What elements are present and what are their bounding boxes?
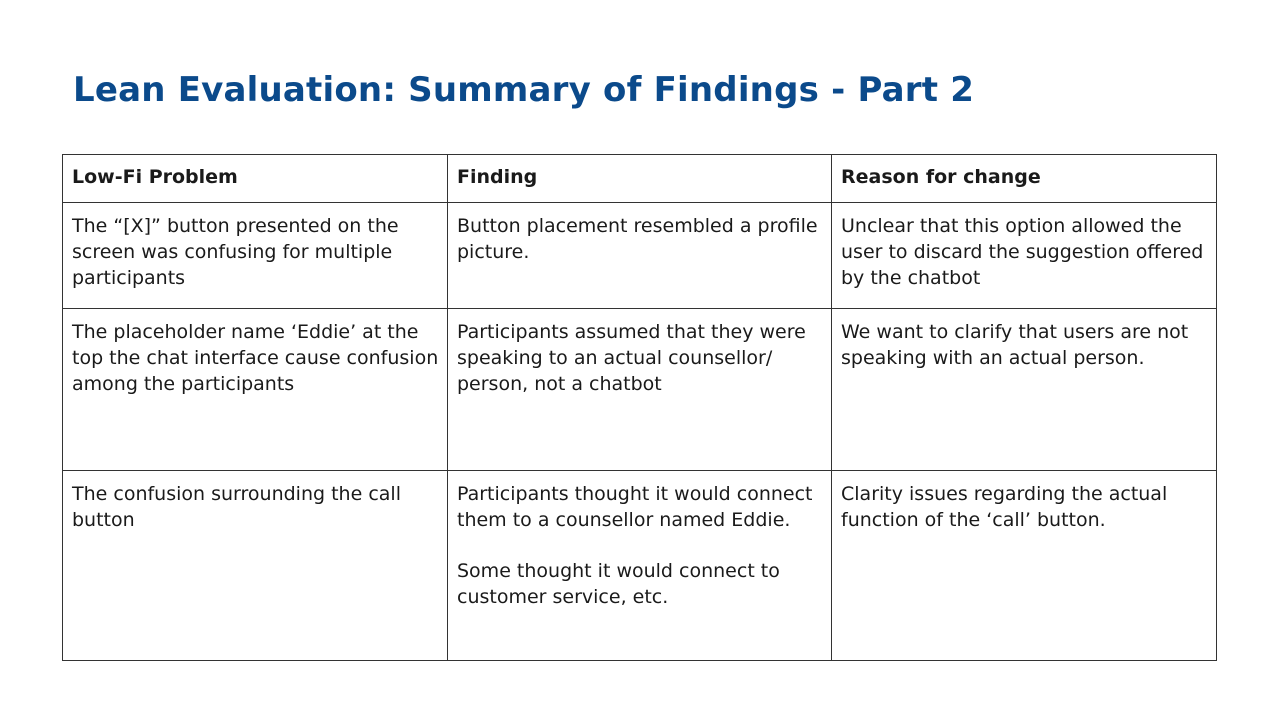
table-row xyxy=(63,471,1217,661)
problem-cell: The placeholder name ‘Eddie’ at the top the chat interface cause confusion among the participants xyxy=(63,309,448,471)
header-finding: Finding xyxy=(448,155,832,203)
table-row xyxy=(63,203,1217,309)
reason-cell: Unclear that this option allowed the user to discard the suggestion offered by the chatbot xyxy=(832,203,1217,309)
table-row xyxy=(63,309,1217,471)
finding-cell xyxy=(448,203,832,309)
table-header-row xyxy=(63,155,1217,203)
reason-cell: We want to clarify that users are not speaking with an actual person. xyxy=(832,309,1217,471)
problem-cell: The confusion surrounding the call button xyxy=(63,471,448,661)
finding-text: Participants assumed that they were speaking to an actual counsellor/ person, not a chatbot xyxy=(457,321,806,395)
findings-table xyxy=(62,154,1217,661)
reason-cell: Clarity issues regarding the actual function of the ‘call’ button. xyxy=(832,471,1217,661)
finding-cell xyxy=(448,309,832,471)
finding-cell xyxy=(448,471,832,661)
header-low-fi-problem: Low-Fi Problem xyxy=(63,155,448,203)
finding-text: Some thought it would connect to customer service, etc. xyxy=(457,560,780,608)
slide-title: Lean Evaluation: Summary of Findings - Part 2 xyxy=(73,70,975,110)
header-reason-for-change: Reason for change xyxy=(832,155,1217,203)
finding-text: Participants thought it would connect them to a counsellor named Eddie. xyxy=(457,483,813,531)
problem-cell: The “[X]” button presented on the screen was confusing for multiple participants xyxy=(63,203,448,309)
finding-text: Button placement resembled a profile picture. xyxy=(457,215,818,263)
